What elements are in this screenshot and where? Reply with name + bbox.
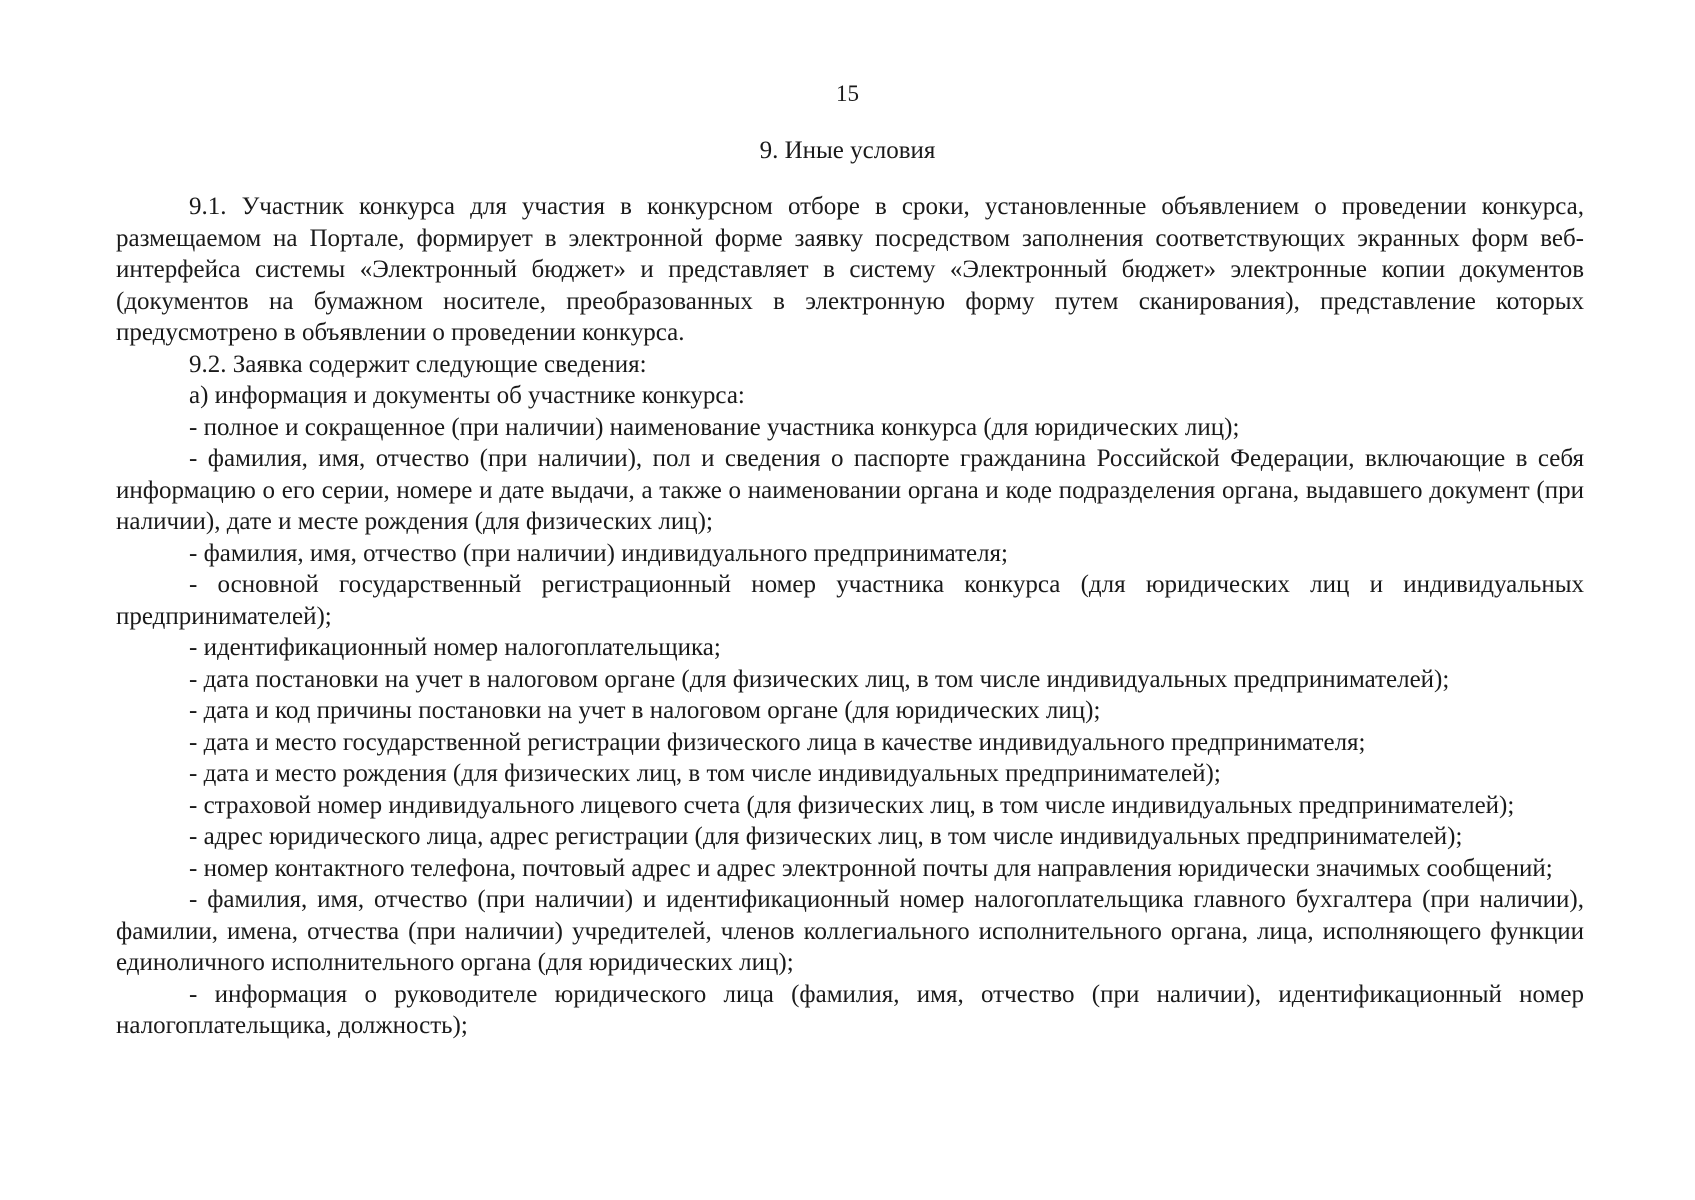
list-item: - информация о руководителе юридического лица (фамилия, имя, отчество (при наличии), идентификационный номер налогоплательщика, должность); <box>116 980 1584 1039</box>
body-text <box>116 191 1584 1042</box>
list-item: - номер контактного телефона, почтовый адрес и адрес электронной почты для направления юридически значимых сообщений; <box>189 854 1553 882</box>
list-item: - полное и сокращенное (при наличии) наименование участника конкурса (для юридических лиц); <box>189 413 1240 441</box>
list-item: - страховой номер индивидуального лицевого счета (для физических лиц, в том числе индивидуальных предпринимателей); <box>189 791 1515 819</box>
list-item: - дата и код причины постановки на учет в налоговом органе (для юридических лиц); <box>189 697 1101 724</box>
list-item: - дата и место государственной регистрации физического лица в качестве индивидуального предпринимателя; <box>189 728 1366 756</box>
list-item: - дата постановки на учет в налоговом органе (для физических лиц, в том числе индивидуальных предпринимателей); <box>189 665 1450 693</box>
list-item: - основной государственный регистрационный номер участника конкурса (для юридических лиц и индивидуальных предпринимателей); <box>116 571 1584 630</box>
list-item: - фамилия, имя, отчество (при наличии) и идентификационный номер налогоплательщика главного бухгалтера (при наличии), фамилии, имена, отчества (при наличии) учредителей, членов коллегиального исполнительного органа, лица, исполняющего функции единоличного исполнительного органа (для юридических лиц); <box>116 886 1584 976</box>
section-heading: 9. Иные условия <box>759 137 936 164</box>
page-number: 15 <box>836 81 859 106</box>
list-item: - идентификационный номер налогоплательщика; <box>189 634 721 661</box>
subparagraph-a: а) информация и документы об участнике конкурса: <box>189 382 745 409</box>
paragraph-9-1: 9.1. Участник конкурса для участия в конкурсном отборе в сроки, установленные объявлением о проведении конкурса, размещаемом на Портале, формирует в электронной форме заявку посредством заполнения соответствующих экранных форм веб-интерфейса системы «Электронный бюджет» и представляет в систему «Электронный бюджет» электронные копии документов (документов на бумажном носителе, преобразованных в электронную форму путем сканирования), представление которых предусмотрено в объявлении о проведении конкурса. <box>116 193 1584 346</box>
list-item: - дата и место рождения (для физических лиц, в том числе индивидуальных предпринимателей); <box>189 760 1221 787</box>
list-item: - фамилия, имя, отчество (при наличии) индивидуального предпринимателя; <box>189 539 1009 567</box>
list-item: - адрес юридического лица, адрес регистрации (для физических лиц, в том числе индивидуальных предпринимателей); <box>189 823 1463 850</box>
list-item: - фамилия, имя, отчество (при наличии), пол и сведения о паспорте гражданина Российской Федерации, включающие в себя информацию о его серии, номере и дате выдачи, а также о наименовании органа и коде подразделения органа, выдавшего документ (при наличии), дате и месте рождения (для физических лиц); <box>116 445 1584 535</box>
paragraph-9-2: 9.2. Заявка содержит следующие сведения: <box>189 350 647 378</box>
